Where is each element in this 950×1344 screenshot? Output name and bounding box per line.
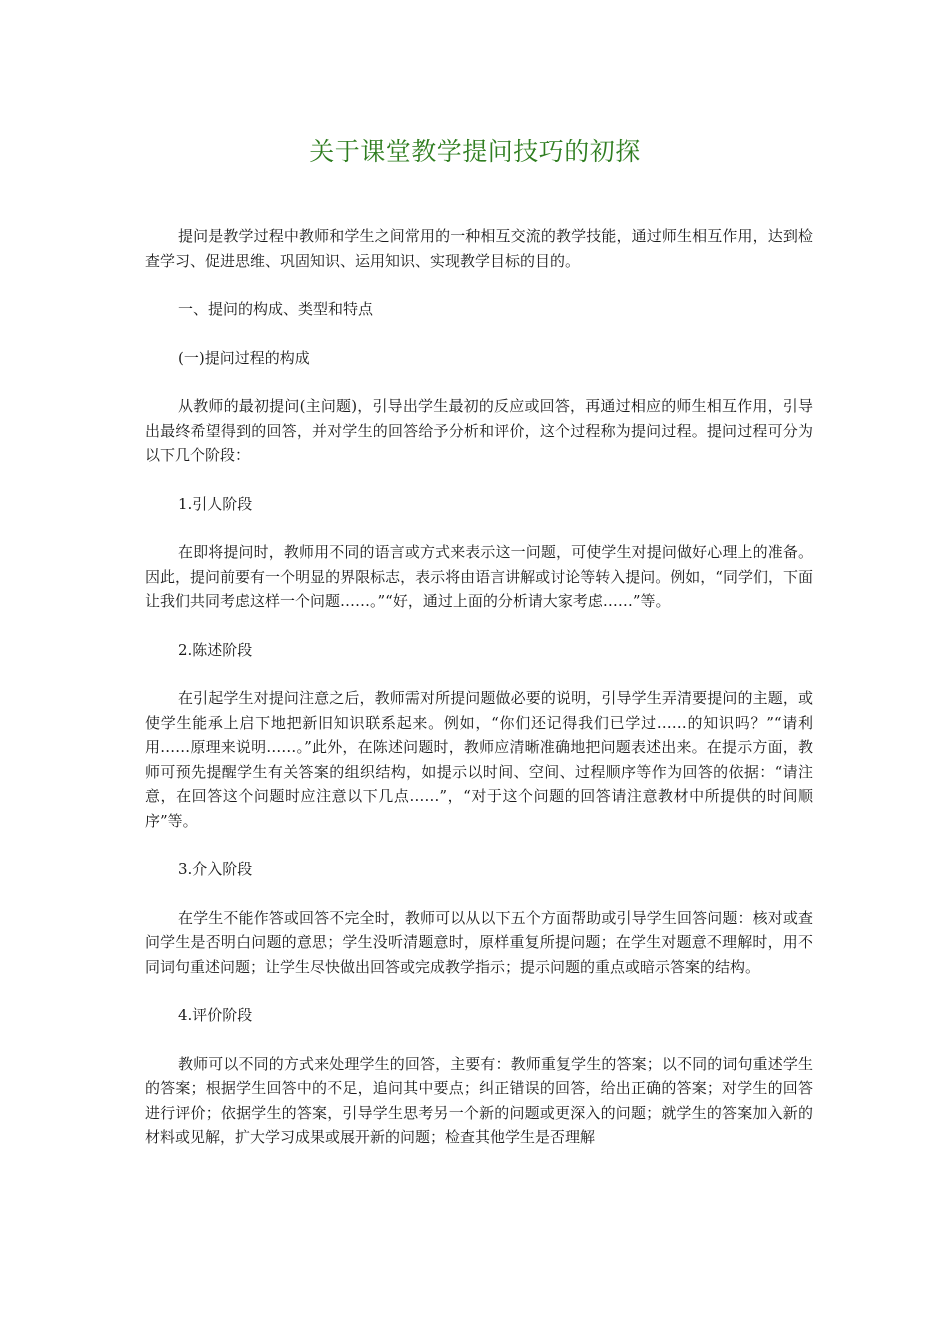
document-title: 关于课堂教学提问技巧的初探: [309, 137, 641, 166]
stage-heading-1: 1.引人阶段: [178, 494, 253, 513]
paragraph-process: 从教师的最初提问(主问题)，引导出学生最初的反应或回答，再通过相应的师生相互作用，引导出最终希望得到的回答，并对学生的回答给予分析和评价，这个过程称为提问过程。提问过程可分为以下几个阶段：: [145, 397, 813, 464]
subsection-heading-1: (一)提问过程的构成: [178, 348, 310, 367]
stage-heading-3: 3.介入阶段: [178, 860, 253, 878]
paragraph-stage-4: 教师可以不同的方式来处理学生的回答，主要有：教师重复学生的答案；以不同的词句重述学生的答案；根据学生回答中的不足，追问其中要点；纠正错误的回答，给出正确的答案；对学生的回答进行评价；依据学生的答案，引导学生思考另一个新的问题或更深入的问题；就学生的答案加入新的材料或见解，扩大学习成果或展开新的问题；检查其他学生是否理解: [145, 1054, 813, 1146]
stage-heading-2: 2.陈述阶段: [178, 640, 253, 659]
stage-heading-4: 4.评价阶段: [178, 1006, 253, 1024]
paragraph-stage-1: 在即将提问时，教师用不同的语言或方式来表示这一问题，可使学生对提问做好心理上的准备。因此，提问前要有一个明显的界限标志，表示将由语言讲解或讨论等转入提问。例如，“同学们，下面让我们共同考虑这样一个问题……。”“好，通过上面的分析请大家考虑……”等。: [145, 543, 813, 610]
paragraph-stage-3: 在学生不能作答或回答不完全时，教师可以从以下五个方面帮助或引导学生回答问题：核对或查问学生是否明白问题的意思；学生没听清题意时，原样重复所提问题；在学生对题意不理解时，用不同词句重述问题；让学生尽快做出回答或完成教学指示；提示问题的重点或暗示答案的结构。: [145, 908, 813, 976]
document-body: [145, 224, 813, 1174]
paragraph-stage-2: 在引起学生对提问注意之后，教师需对所提问题做必要的说明，引导学生弄清要提问的主题，或使学生能承上启下地把新旧知识联系起来。例如，“你们还记得我们已学过……的知识吗？”“请利用……原理来说明……。”此外，在陈述问题时，教师应清晰准确地把问题表述出来。在提示方面，教师可预先提醒学生有关答案的组织结构，如提示以时间、空间、过程顺序等作为回答的依据：“请注意，在回答这个问题时应注意以下几点……”，“对于这个问题的回答请注意教材中所提供的时间顺序”等。: [145, 689, 813, 830]
section-heading-1: 一、提问的构成、类型和特点: [178, 300, 374, 318]
paragraph-intro: 提问是教学过程中教师和学生之间常用的一种相互交流的教学技能，通过师生相互作用，达到检查学习、促进思维、巩固知识、运用知识、实现教学目标的目的。: [145, 227, 813, 270]
